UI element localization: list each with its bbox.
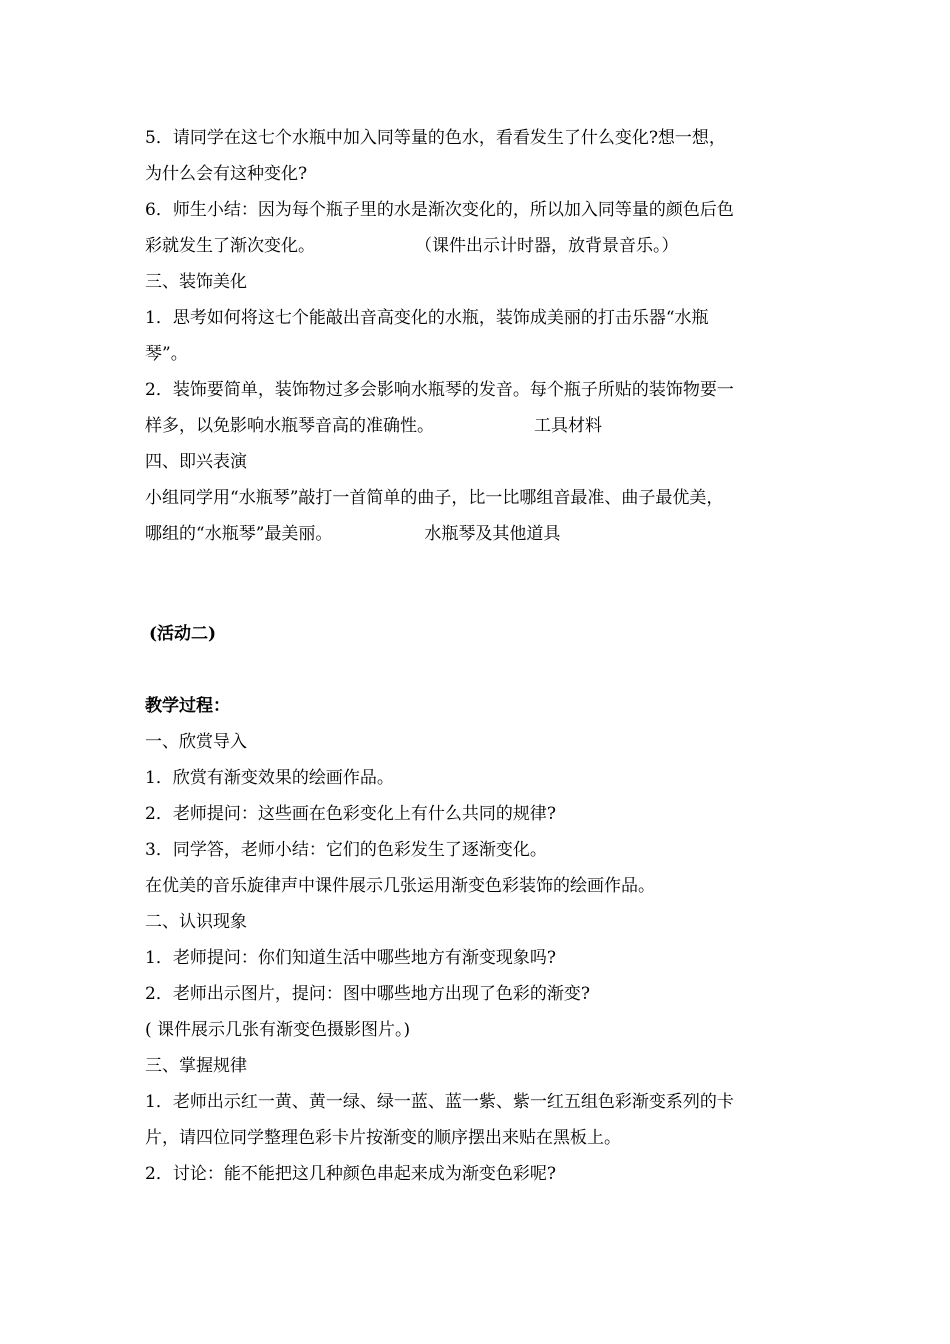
activity-title: (活动二) — [149, 624, 217, 644]
paragraph-text: 彩就发生了渐次变化。 — [145, 236, 315, 256]
paragraph-line: 1．老师提问：你们知道生活中哪些地方有渐变现象吗? — [145, 948, 556, 968]
paragraph-line: 2．老师提问：这些画在色彩变化上有什么共同的规律? — [145, 804, 556, 824]
paragraph-line: 片，请四位同学整理色彩卡片按渐变的顺序摆出来贴在黑板上。 — [145, 1128, 621, 1148]
paragraph-line — [145, 516, 810, 552]
process-heading: 教学过程： — [145, 696, 230, 716]
paragraph-line: 小组同学用“水瓶琴”敲打一首简单的曲子，比一比哪组音最准、曲子最优美， — [145, 488, 724, 508]
section-heading: 三、掌握规律 — [145, 1056, 247, 1076]
paragraph-line: 5．请同学在这七个水瓶中加入同等量的色水，看看发生了什么变化?想一想， — [145, 128, 726, 148]
paragraph-line: 2．装饰要简单，装饰物过多会影响水瓶琴的发音。每个瓶子所贴的装饰物要一 — [145, 380, 734, 400]
spacer — [145, 552, 810, 616]
paragraph-text: 样多，以免影响水瓶琴音高的准确性。 — [145, 416, 434, 436]
section-heading: 三、装饰美化 — [145, 272, 247, 292]
paragraph-line — [145, 228, 810, 264]
paragraph-line: 1．欣赏有渐变效果的绘画作品。 — [145, 768, 394, 788]
resource-note: 工具材料 — [534, 416, 602, 436]
spacer — [145, 652, 810, 688]
resource-note: （课件出示计时器，放背景音乐。） — [415, 236, 679, 256]
paragraph-line: 2．老师出示图片，提问：图中哪些地方出现了色彩的渐变? — [145, 984, 590, 1004]
paragraph-line: 1．思考如何将这七个能敲出音高变化的水瓶，装饰成美丽的打击乐器“水瓶 — [145, 308, 709, 328]
paragraph-line: 3．同学答，老师小结：它们的色彩发生了逐渐变化。 — [145, 840, 547, 860]
paragraph-line: 在优美的音乐旋律声中课件展示几张运用渐变色彩装饰的绘画作品。 — [145, 876, 655, 896]
document-page — [145, 120, 810, 1192]
paragraph-line — [145, 408, 810, 444]
paragraph-line: 为什么会有这种变化? — [145, 164, 308, 184]
paragraph-line: 2．讨论：能不能把这几种颜色串起来成为渐变色彩呢? — [145, 1164, 556, 1184]
section-heading: 四、即兴表演 — [145, 452, 247, 472]
section-heading: 二、认识现象 — [145, 912, 247, 932]
paragraph-line: 6．师生小结：因为每个瓶子里的水是渐次变化的，所以加入同等量的颜色后色 — [145, 200, 734, 220]
section-heading: 一、欣赏导入 — [145, 732, 247, 752]
paragraph-line: 1．老师出示红一黄、黄一绿、绿一蓝、蓝一紫、紫一红五组色彩渐变系列的卡 — [145, 1092, 734, 1112]
paragraph-line: 琴”。 — [145, 344, 188, 364]
paragraph-text: 哪组的“水瓶琴”最美丽。 — [145, 524, 333, 544]
paragraph-line: ( 课件展示几张有渐变色摄影图片。) — [145, 1020, 411, 1040]
resource-note: 水瓶琴及其他道具 — [424, 524, 561, 544]
